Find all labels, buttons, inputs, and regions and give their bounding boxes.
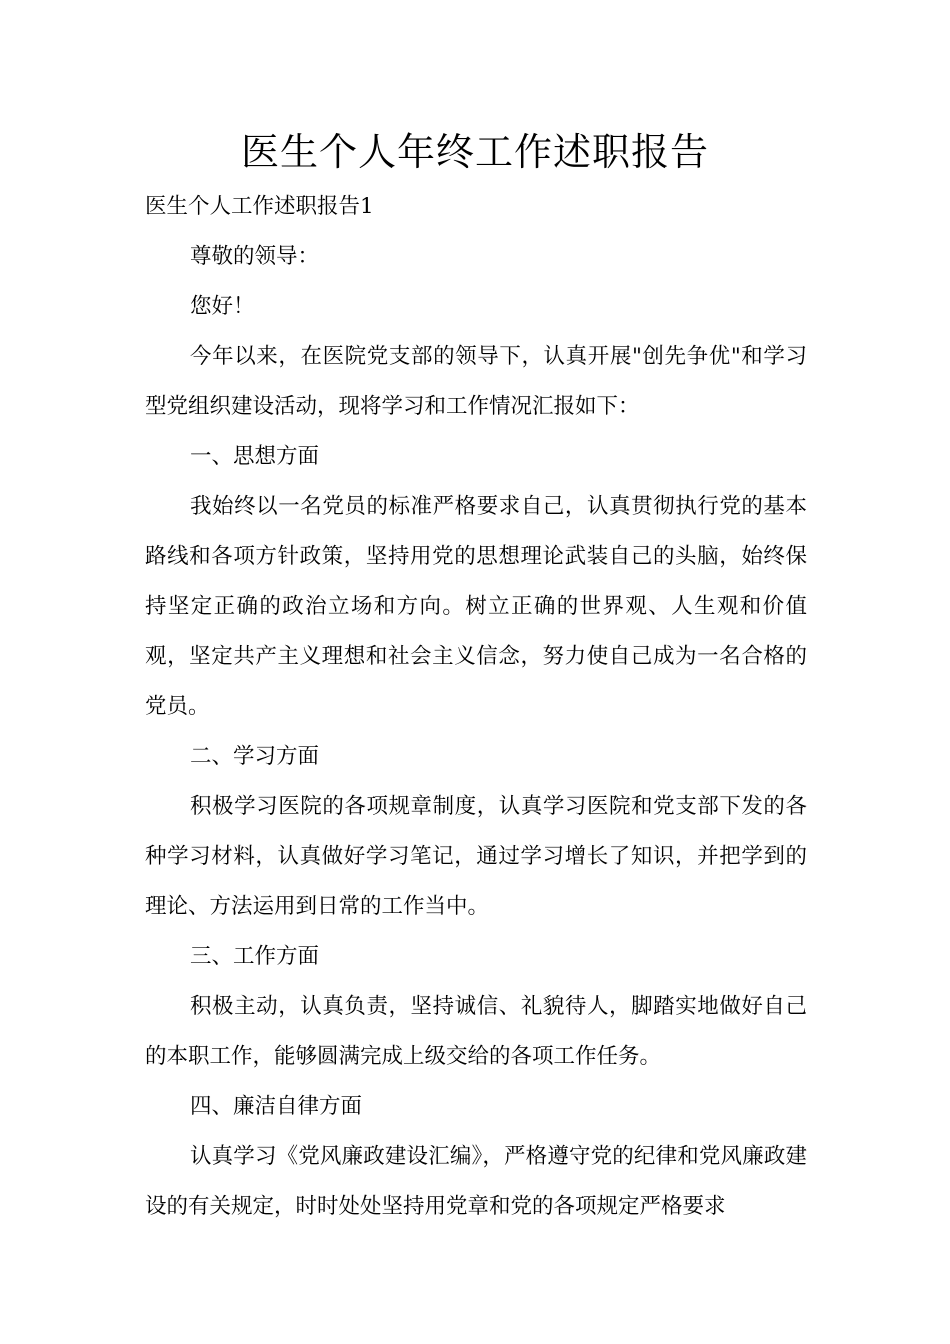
section-body-study: 积极学习医院的各项规章制度，认真学习医院和党支部下发的各种学习材料，认真做好学习笔记，通过学习增长了知识，并把学到的理论、方法运用到日常的工作当中。 [145, 794, 807, 919]
section-body-integrity: 认真学习《党风廉政建设汇编》，严格遵守党的纪律和党风廉政建设的有关规定，时时处处坚持用党章和党的各项规定严格要求 [145, 1144, 807, 1219]
section-heading-integrity: 四、廉洁自律方面 [190, 1094, 363, 1119]
section-heading-work: 三、工作方面 [190, 944, 320, 969]
section-heading-study: 二、学习方面 [190, 744, 320, 769]
section-body-work: 积极主动，认真负责，坚持诚信、礼貌待人，脚踏实地做好自己的本职工作，能够圆满完成上级交给的各项工作任务。 [145, 994, 807, 1069]
document-title: 医生个人年终工作述职报告 [240, 130, 709, 174]
intro-paragraph: 今年以来，在医院党支部的领导下，认真开展"创先争优"和学习型党组织建设活动，现将学习和工作情况汇报如下： [145, 344, 807, 419]
greeting-line: 尊敬的领导： [190, 244, 320, 269]
document-body [145, 182, 807, 1232]
salutation-line: 您好！ [190, 294, 255, 319]
section-heading-thought: 一、思想方面 [190, 444, 320, 469]
section-body-thought: 我始终以一名党员的标准严格要求自己，认真贯彻执行党的基本路线和各项方针政策，坚持用党的思想理论武装自己的头脑，始终保持坚定正确的政治立场和方向。树立正确的世界观、人生观和价值观，坚定共产主义理想和社会主义信念，努力使自己成为一名合格的党员。 [145, 494, 807, 719]
document-subtitle: 医生个人工作述职报告1 [145, 194, 374, 219]
